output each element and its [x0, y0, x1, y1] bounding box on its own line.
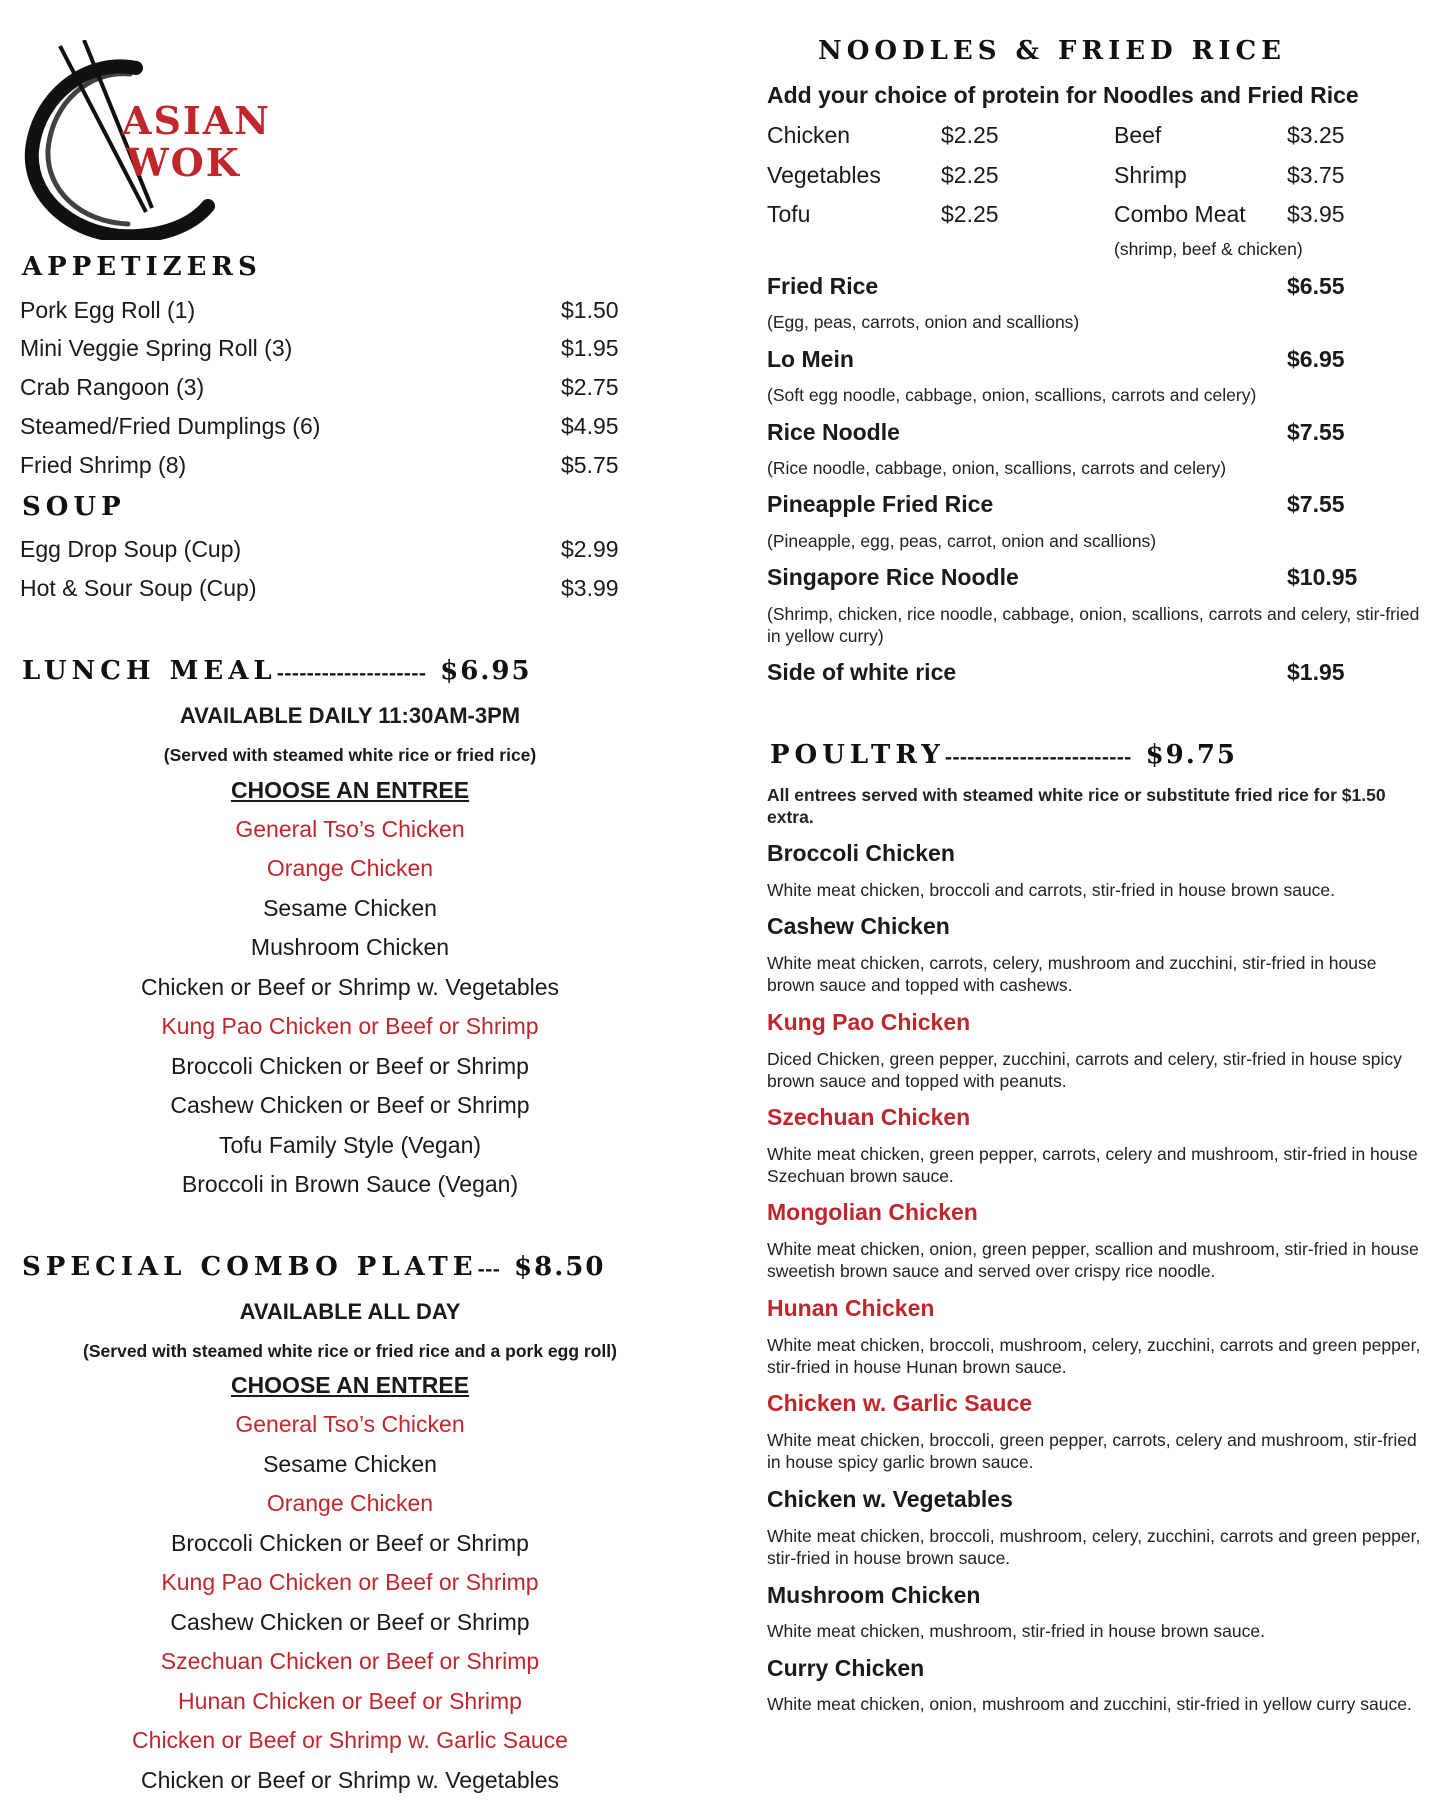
lunch-price: $6.95	[440, 656, 532, 686]
combo-choose-entree: CHOOSE AN ENTREE	[230, 1372, 470, 1398]
poultry-item-desc: White meat chicken, carrots, celery, mushroom and zucchini, stir-fried in house brown sauce and topped with cashews.	[767, 953, 1377, 995]
protein-name: Shrimp	[1114, 162, 1187, 188]
lunch-entree: Tofu Family Style (Vegan)	[218, 1132, 482, 1158]
item-name: Mini Veggie Spring Roll (3)	[20, 335, 293, 361]
poultry-item-name: Mushroom Chicken	[767, 1582, 981, 1608]
item-name: Egg Drop Soup (Cup)	[20, 536, 242, 562]
poultry-item-desc: White meat chicken, broccoli, mushroom, celery, zucchini, carrots and green pepper, stir-fried in house brown sauce.	[767, 1526, 1421, 1568]
poultry-heading: POULTRY	[770, 740, 945, 770]
lunch-entree: Kung Pao Chicken or Beef or Shrimp	[161, 1013, 539, 1039]
noodle-item-price: $6.95	[1287, 346, 1345, 372]
poultry-item-name: Cashew Chicken	[767, 913, 950, 939]
appetizers-heading: APPETIZERS	[22, 252, 262, 282]
noodle-item-name: Singapore Rice Noodle	[767, 564, 1019, 590]
noodle-item-desc: (Shrimp, chicken, rice noodle, cabbage, onion, scallions, carrots and celery, stir-fried in yellow curry)	[767, 604, 1420, 646]
lunch-dots: --------------------	[276, 663, 427, 684]
menu-item	[20, 450, 630, 480]
poultry-item-desc: White meat chicken, broccoli and carrots, stir-fried in house brown sauce.	[767, 880, 1336, 900]
lunch-entree: General Tso’s Chicken	[235, 816, 465, 842]
poultry-item-desc: White meat chicken, mushroom, stir-fried in house brown sauce.	[767, 1621, 1265, 1641]
combo-entree: Cashew Chicken or Beef or Shrimp	[170, 1609, 530, 1635]
noodle-item-price: $7.55	[1287, 419, 1345, 445]
protein-price: $2.25	[941, 162, 999, 188]
poultry-item-desc: Diced Chicken, green pepper, zucchini, carrots and celery, stir-fried in house spicy brown sauce and topped with peanuts.	[767, 1049, 1402, 1091]
poultry-item-name: Hunan Chicken	[767, 1295, 935, 1321]
protein-price: $2.25	[941, 201, 999, 227]
combo-entree: Broccoli Chicken or Beef or Shrimp	[171, 1530, 529, 1556]
protein-price: $3.95	[1287, 201, 1345, 227]
poultry-item-name: Chicken w. Vegetables	[767, 1486, 1013, 1512]
noodle-item-desc: (Soft egg noodle, cabbage, onion, scallions, carrots and celery)	[767, 385, 1257, 405]
combo-heading-row	[22, 1252, 605, 1282]
logo-text-wok: WOK	[126, 140, 241, 185]
lunch-entree: Broccoli in Brown Sauce (Vegan)	[181, 1171, 519, 1197]
combo-price: $8.50	[514, 1252, 606, 1282]
noodle-item-price: $1.95	[1287, 659, 1345, 685]
lunch-note: (Served with steamed white rice or fried rice)	[163, 745, 537, 765]
menu-item	[20, 534, 630, 564]
noodles-protein-note: Add your choice of protein for Noodles and Fried Rice	[767, 82, 1359, 108]
item-price: $2.75	[561, 374, 619, 400]
poultry-item-desc: White meat chicken, onion, green pepper, scallion and mushroom, stir-fried in house sweetish brown sauce and served over crispy rice noodle.	[767, 1239, 1419, 1281]
poultry-item-name: Mongolian Chicken	[767, 1199, 978, 1225]
item-price: $5.75	[561, 452, 619, 478]
combo-meat-note: (shrimp, beef & chicken)	[1114, 239, 1303, 259]
noodle-item-name: Lo Mein	[767, 346, 854, 372]
combo-availability: AVAILABLE ALL DAY	[239, 1299, 461, 1324]
lunch-entree: Orange Chicken	[266, 855, 434, 881]
combo-entree: Szechuan Chicken or Beef or Shrimp	[160, 1648, 540, 1674]
item-price: $4.95	[561, 413, 619, 439]
item-name: Pork Egg Roll (1)	[20, 297, 196, 323]
lunch-entree: Broccoli Chicken or Beef or Shrimp	[171, 1053, 529, 1079]
menu-item	[20, 295, 630, 325]
noodle-item-name: Fried Rice	[767, 273, 879, 299]
noodles-heading: NOODLES & FRIED RICE	[818, 36, 1286, 66]
protein-price: $3.25	[1287, 122, 1345, 148]
poultry-item-name: Chicken w. Garlic Sauce	[767, 1390, 1033, 1416]
poultry-item-name: Broccoli Chicken	[767, 840, 955, 866]
menu-item	[20, 411, 630, 441]
combo-entree: General Tso’s Chicken	[235, 1411, 465, 1437]
lunch-entree: Sesame Chicken	[263, 895, 437, 921]
menu-item	[20, 573, 630, 603]
poultry-item-name: Szechuan Chicken	[767, 1104, 971, 1130]
item-price: $3.99	[561, 575, 619, 601]
lunch-choose-entree: CHOOSE AN ENTREE	[230, 777, 470, 803]
item-name: Fried Shrimp (8)	[20, 452, 187, 478]
protein-name: Vegetables	[767, 162, 881, 188]
lunch-heading: LUNCH MEAL	[22, 656, 277, 686]
poultry-price: $9.75	[1145, 740, 1238, 770]
protein-name: Beef	[1114, 122, 1162, 148]
combo-heading: SPECIAL COMBO PLATE	[22, 1252, 478, 1282]
protein-price: $3.75	[1287, 162, 1345, 188]
poultry-dots: -------------------------	[944, 747, 1132, 768]
item-price: $1.50	[561, 297, 619, 323]
combo-dots: ---	[477, 1259, 500, 1280]
logo	[18, 40, 278, 240]
noodle-item-price: $7.55	[1287, 491, 1345, 517]
noodle-item-price: $10.95	[1287, 564, 1358, 590]
lunch-entree: Chicken or Beef or Shrimp w. Vegetables	[140, 974, 560, 1000]
poultry-item-name: Curry Chicken	[767, 1655, 925, 1681]
lunch-entree: Mushroom Chicken	[250, 934, 450, 960]
protein-name: Tofu	[767, 201, 811, 227]
item-price: $1.95	[561, 335, 619, 361]
combo-entree: Kung Pao Chicken or Beef or Shrimp	[161, 1569, 539, 1595]
poultry-item-desc: White meat chicken, green pepper, carrots, celery and mushroom, stir-fried in house Szechuan brown sauce.	[767, 1144, 1418, 1186]
poultry-note: All entrees served with steamed white rice or substitute fried rice for $1.50 extra.	[767, 785, 1386, 827]
noodle-item-desc: (Rice noodle, cabbage, onion, scallions, carrots and celery)	[767, 458, 1227, 478]
combo-entree: Chicken or Beef or Shrimp w. Vegetables	[140, 1767, 560, 1793]
combo-entree: Sesame Chicken	[263, 1451, 437, 1477]
combo-entree: Chicken or Beef or Shrimp w. Garlic Sauce	[132, 1727, 568, 1753]
protein-name: Chicken	[767, 122, 851, 148]
poultry-heading-row	[770, 740, 1237, 770]
menu-item	[20, 372, 630, 402]
protein-name: Combo Meat	[1114, 201, 1246, 227]
noodle-item-name: Side of white rice	[767, 659, 957, 685]
item-name: Steamed/Fried Dumplings (6)	[20, 413, 321, 439]
noodle-item-desc: (Egg, peas, carrots, onion and scallions)	[767, 312, 1080, 332]
noodle-item-name: Pineapple Fried Rice	[767, 491, 994, 517]
noodle-item-name: Rice Noodle	[767, 419, 900, 445]
lunch-entree: Cashew Chicken or Beef or Shrimp	[170, 1092, 530, 1118]
poultry-item-desc: White meat chicken, broccoli, mushroom, celery, zucchini, carrots and green pepper, stir-fried in house Hunan brown sauce.	[767, 1335, 1421, 1377]
noodle-item-desc: (Pineapple, egg, peas, carrot, onion and scallions)	[767, 531, 1157, 551]
logo-text-asian: ASIAN	[122, 98, 271, 143]
item-name: Hot & Sour Soup (Cup)	[20, 575, 257, 601]
poultry-item-desc: White meat chicken, onion, mushroom and zucchini, stir-fried in yellow curry sauce.	[767, 1694, 1412, 1714]
poultry-item-desc: White meat chicken, broccoli, green pepper, carrots, celery and mushroom, stir-fried in house spicy garlic brown sauce.	[767, 1430, 1417, 1472]
lunch-availability: AVAILABLE DAILY 11:30AM-3PM	[179, 703, 521, 728]
noodle-item-price: $6.55	[1287, 273, 1345, 299]
lunch-heading-row	[22, 656, 532, 686]
protein-price: $2.25	[941, 122, 999, 148]
poultry-item-name: Kung Pao Chicken	[767, 1009, 971, 1035]
combo-entree: Orange Chicken	[266, 1490, 434, 1516]
item-price: $2.99	[561, 536, 619, 562]
combo-entree: Hunan Chicken or Beef or Shrimp	[178, 1688, 522, 1714]
menu-item	[20, 333, 630, 363]
item-name: Crab Rangoon (3)	[20, 374, 205, 400]
soup-heading: SOUP	[22, 492, 126, 522]
combo-note: (Served with steamed white rice or fried rice and a pork egg roll)	[83, 1341, 617, 1361]
